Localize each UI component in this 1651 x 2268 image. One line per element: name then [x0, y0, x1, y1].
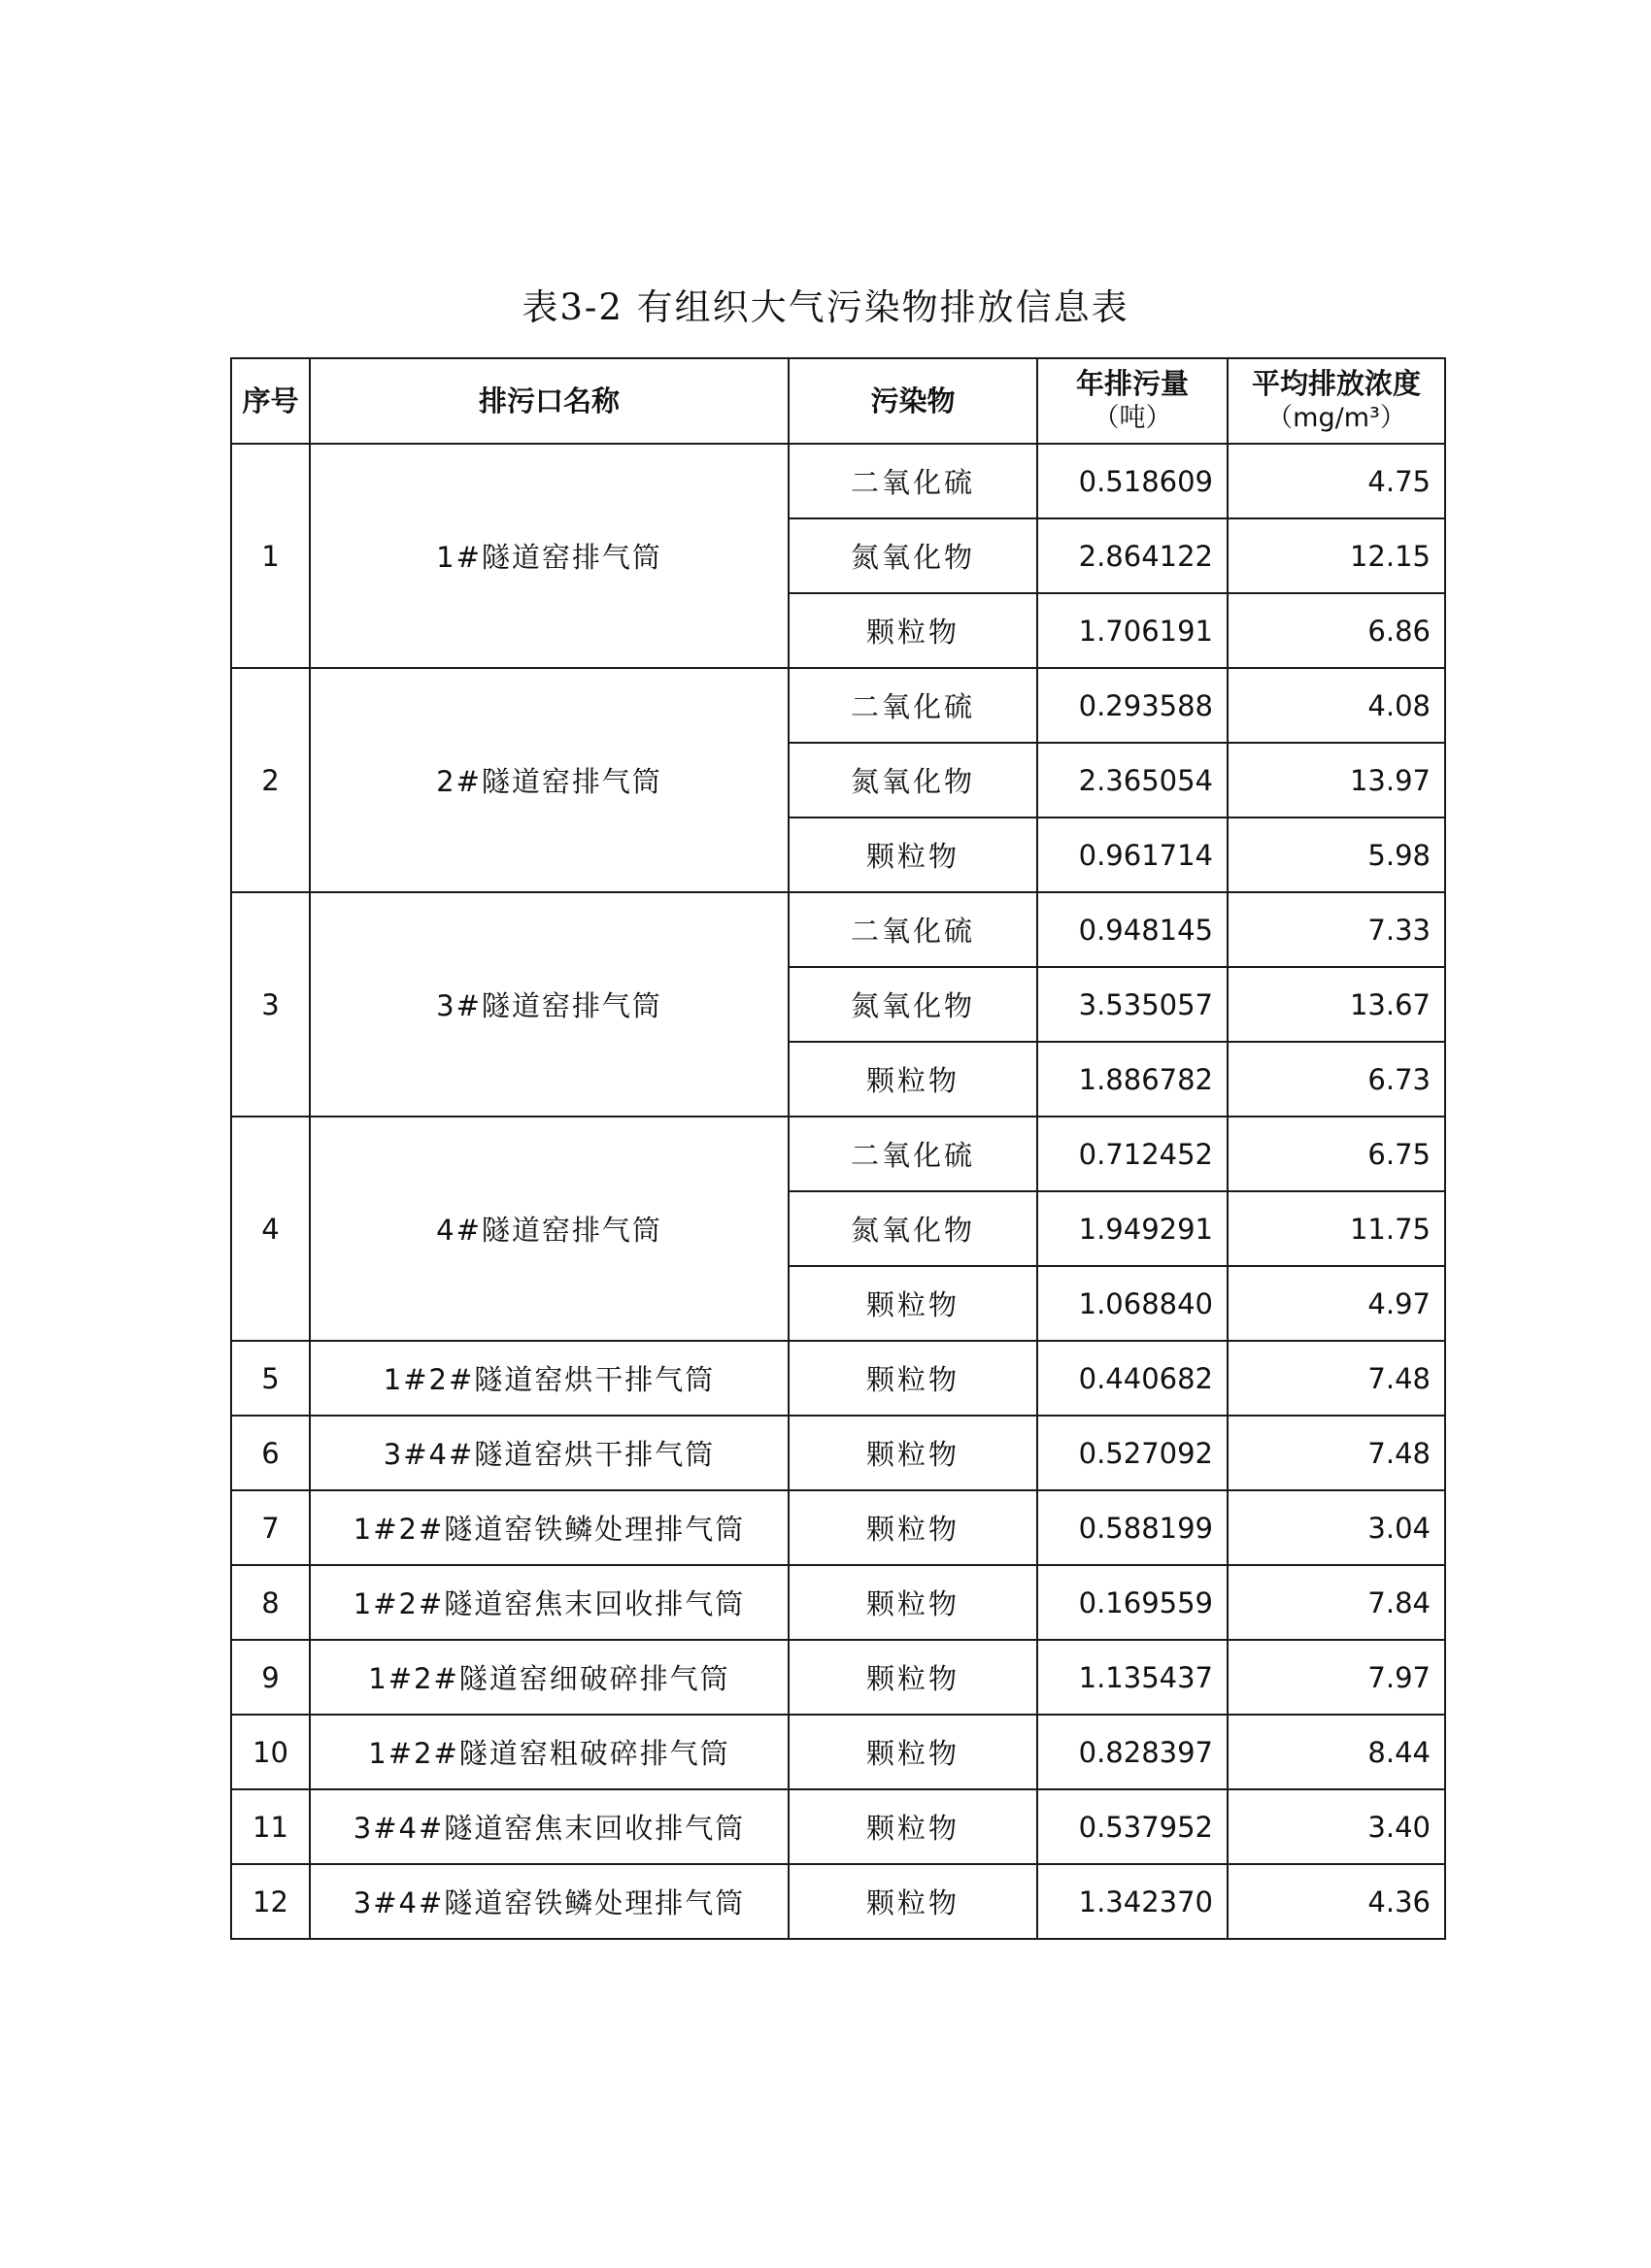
- outlet-cell: 2#隧道窑排气筒: [310, 668, 789, 892]
- pollutant-cell: 颗粒物: [789, 1490, 1037, 1565]
- annual-cell: 1.949291: [1037, 1191, 1228, 1266]
- annual-cell: 1.068840: [1037, 1266, 1228, 1341]
- table-row: [231, 444, 1445, 518]
- annual-cell: 1.706191: [1037, 593, 1228, 668]
- seq-cell: 9: [231, 1640, 310, 1715]
- pollutant-cell: 颗粒物: [789, 1715, 1037, 1789]
- concentration-cell: 7.84: [1228, 1565, 1445, 1640]
- concentration-cell: 12.15: [1228, 518, 1445, 593]
- concentration-cell: 7.48: [1228, 1416, 1445, 1490]
- annual-cell: 2.365054: [1037, 743, 1228, 817]
- outlet-cell: 3#4#隧道窑烘干排气筒: [310, 1416, 789, 1490]
- table-row: [231, 668, 1445, 743]
- header-row: [231, 358, 1445, 444]
- concentration-cell: 13.67: [1228, 967, 1445, 1042]
- pollutant-cell: 颗粒物: [789, 1042, 1037, 1117]
- page-title: 表3-2 有组织大气污染物排放信息表: [522, 286, 1129, 328]
- annual-cell: 3.535057: [1037, 967, 1228, 1042]
- pollutant-cell: 颗粒物: [789, 1341, 1037, 1416]
- header-pollutant: 污染物: [789, 358, 1037, 444]
- seq-cell: 5: [231, 1341, 310, 1416]
- concentration-cell: 5.98: [1228, 817, 1445, 892]
- outlet-cell: 1#2#隧道窑烘干排气筒: [310, 1341, 789, 1416]
- pollutant-cell: 二氧化硫: [789, 1117, 1037, 1191]
- outlet-cell: 3#隧道窑排气筒: [310, 892, 789, 1117]
- pollutant-cell: 颗粒物: [789, 1266, 1037, 1341]
- table-row: [231, 1416, 1445, 1490]
- pollutant-cell: 氮氧化物: [789, 743, 1037, 817]
- header-concentration: [1228, 358, 1445, 444]
- annual-cell: 2.864122: [1037, 518, 1228, 593]
- outlet-cell: 3#4#隧道窑焦末回收排气筒: [310, 1789, 789, 1864]
- outlet-cell: 4#隧道窑排气筒: [310, 1117, 789, 1341]
- annual-cell: 1.886782: [1037, 1042, 1228, 1117]
- concentration-cell: 7.48: [1228, 1341, 1445, 1416]
- outlet-cell: 1#2#隧道窑粗破碎排气筒: [310, 1715, 789, 1789]
- concentration-cell: 8.44: [1228, 1715, 1445, 1789]
- concentration-cell: 6.86: [1228, 593, 1445, 668]
- annual-cell: 0.828397: [1037, 1715, 1228, 1789]
- pollutant-cell: 二氧化硫: [789, 668, 1037, 743]
- concentration-cell: 6.73: [1228, 1042, 1445, 1117]
- table-row: [231, 1117, 1445, 1191]
- outlet-cell: 1#隧道窑排气筒: [310, 444, 789, 668]
- table-row: [231, 1640, 1445, 1715]
- outlet-cell: 1#2#隧道窑铁鳞处理排气筒: [310, 1490, 789, 1565]
- annual-cell: 0.537952: [1037, 1789, 1228, 1864]
- annual-cell: 1.135437: [1037, 1640, 1228, 1715]
- seq-cell: 1: [231, 444, 310, 668]
- seq-cell: 8: [231, 1565, 310, 1640]
- header-annual: [1037, 358, 1228, 444]
- seq-cell: 11: [231, 1789, 310, 1864]
- outlet-cell: 3#4#隧道窑铁鳞处理排气筒: [310, 1864, 789, 1939]
- seq-cell: 4: [231, 1117, 310, 1341]
- table-row: [231, 1789, 1445, 1864]
- concentration-cell: 4.36: [1228, 1864, 1445, 1939]
- header-outlet: 排污口名称: [310, 358, 789, 444]
- pollutant-cell: 颗粒物: [789, 1864, 1037, 1939]
- concentration-cell: 11.75: [1228, 1191, 1445, 1266]
- pollutant-cell: 颗粒物: [789, 817, 1037, 892]
- concentration-cell: 4.08: [1228, 668, 1445, 743]
- header-concentration-unit: （mg/m³）: [1266, 403, 1406, 433]
- annual-cell: 0.712452: [1037, 1117, 1228, 1191]
- pollutant-cell: 颗粒物: [789, 1416, 1037, 1490]
- header-annual-unit: （吨）: [1093, 403, 1172, 433]
- seq-cell: 2: [231, 668, 310, 892]
- concentration-cell: 3.04: [1228, 1490, 1445, 1565]
- annual-cell: 0.948145: [1037, 892, 1228, 967]
- outlet-cell: 1#2#隧道窑焦末回收排气筒: [310, 1565, 789, 1640]
- pollutant-cell: 颗粒物: [789, 1565, 1037, 1640]
- seq-cell: 7: [231, 1490, 310, 1565]
- seq-cell: 6: [231, 1416, 310, 1490]
- concentration-cell: 7.97: [1228, 1640, 1445, 1715]
- table-row: [231, 1864, 1445, 1939]
- annual-cell: 0.527092: [1037, 1416, 1228, 1490]
- concentration-cell: 4.97: [1228, 1266, 1445, 1341]
- seq-cell: 3: [231, 892, 310, 1117]
- pollutant-cell: 颗粒物: [789, 1640, 1037, 1715]
- annual-cell: 0.440682: [1037, 1341, 1228, 1416]
- seq-cell: 10: [231, 1715, 310, 1789]
- concentration-cell: 6.75: [1228, 1117, 1445, 1191]
- pollutant-cell: 氮氧化物: [789, 967, 1037, 1042]
- header-concentration-label: 平均排放浓度: [1251, 367, 1421, 400]
- concentration-cell: 3.40: [1228, 1789, 1445, 1864]
- table-row: [231, 1490, 1445, 1565]
- header-annual-label: 年排污量: [1075, 367, 1189, 400]
- pollutant-cell: 氮氧化物: [789, 518, 1037, 593]
- pollutant-cell: 二氧化硫: [789, 444, 1037, 518]
- pollutant-cell: 颗粒物: [789, 1789, 1037, 1864]
- annual-cell: 1.342370: [1037, 1864, 1228, 1939]
- table-row: [231, 892, 1445, 967]
- annual-cell: 0.518609: [1037, 444, 1228, 518]
- outlet-cell: 1#2#隧道窑细破碎排气筒: [310, 1640, 789, 1715]
- concentration-cell: 4.75: [1228, 444, 1445, 518]
- emission-table: [230, 357, 1446, 1940]
- seq-cell: 12: [231, 1864, 310, 1939]
- concentration-cell: 13.97: [1228, 743, 1445, 817]
- pollutant-cell: 颗粒物: [789, 593, 1037, 668]
- pollutant-cell: 二氧化硫: [789, 892, 1037, 967]
- annual-cell: 0.961714: [1037, 817, 1228, 892]
- table-row: [231, 1565, 1445, 1640]
- table-row: [231, 1341, 1445, 1416]
- annual-cell: 0.293588: [1037, 668, 1228, 743]
- annual-cell: 0.169559: [1037, 1565, 1228, 1640]
- header-seq: 序号: [231, 358, 310, 444]
- pollutant-cell: 氮氧化物: [789, 1191, 1037, 1266]
- annual-cell: 0.588199: [1037, 1490, 1228, 1565]
- concentration-cell: 7.33: [1228, 892, 1445, 967]
- table-row: [231, 1715, 1445, 1789]
